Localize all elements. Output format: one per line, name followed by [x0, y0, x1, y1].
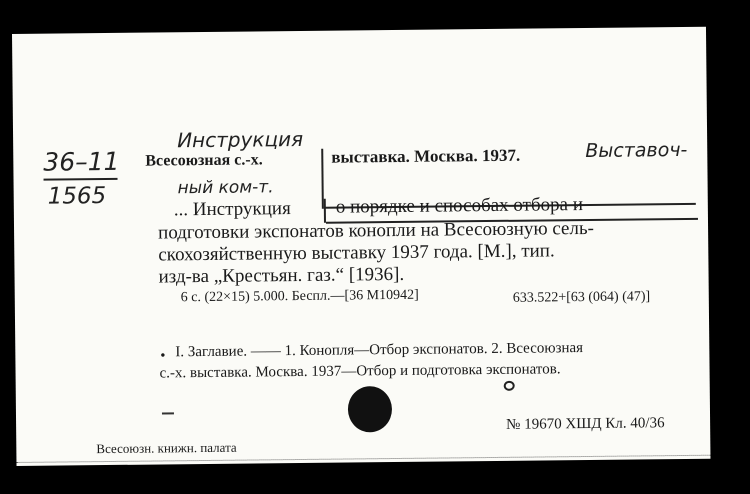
handwritten-subheading-a: Выставоч- [585, 138, 688, 163]
shelf-mark-divider [44, 178, 118, 180]
title-bracket-vertical [324, 199, 326, 223]
record-number: № 19670 ХШД Кл. 40/36 [506, 415, 665, 433]
chamber-name: Всесоюзн. книжн. палата [96, 439, 237, 457]
ink-blot [348, 386, 392, 432]
tracings-line-2: с.-х. выставка. Москва. 1937—Отбор и подготовка экспонатов. [159, 361, 561, 382]
bullet-mark: • [159, 348, 167, 363]
handwritten-subheading-b: ный ком-т. [177, 177, 274, 199]
dash-mark-left [162, 412, 174, 414]
shelf-mark-bottom: 1565 [47, 183, 107, 210]
corporate-author: Всесоюзная с.-х. [145, 151, 263, 170]
classification: 633.522+[63 (064) (47)] [512, 289, 651, 306]
catalog-card [12, 27, 710, 466]
body-line-4: изд-ва „Крестьян. газ.“ [1936]. [158, 263, 405, 288]
heading-continuation: выставка. Москва. 1937. [331, 145, 521, 167]
tracings-line-1: I. Заглавие. —— 1. Конопля—Отбор экспонатов. 2. Всесоюзная [175, 340, 584, 361]
shelf-mark-top: 36–11 [43, 146, 120, 177]
body-line-2: подготовки экспонатов конопли на Всесоюзную сель- [157, 217, 595, 244]
circle-mark [504, 381, 515, 391]
body-line-1a: ... Инструкция [173, 198, 291, 221]
handwritten-heading: Инструкция [176, 126, 304, 153]
collation: 6 с. (22×15) 5.000. Беспл.—[36 М10942] [180, 287, 419, 306]
body-line-1b: о порядке и способах отбора и [335, 194, 584, 218]
body-line-3: скохозяйственную выставку 1937 года. [М.], тип. [158, 240, 555, 266]
